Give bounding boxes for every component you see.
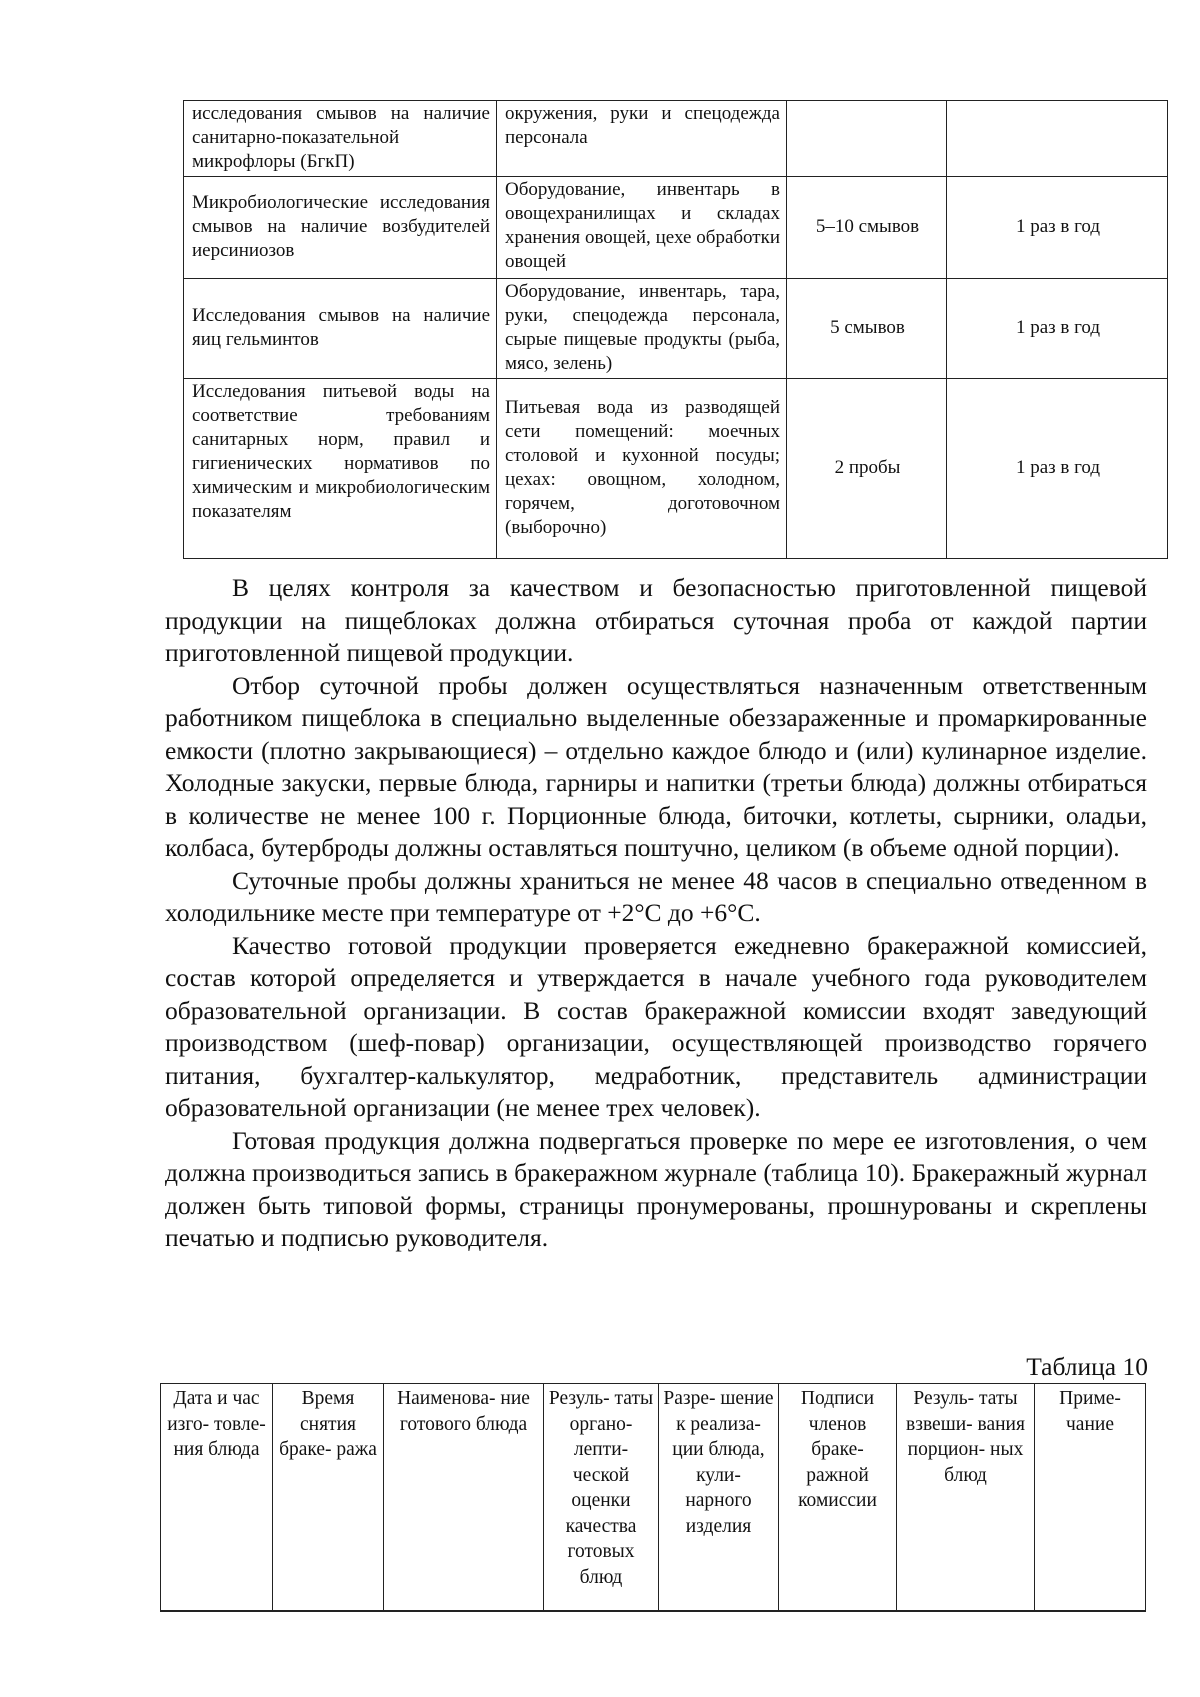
column-header: Наименова- ние готового блюда: [384, 1384, 544, 1612]
column-header: Резуль- таты органо- лепти- ческой оценки качества готовых блюд: [544, 1384, 659, 1612]
column-header: Приме- чание: [1035, 1384, 1146, 1612]
objects-cell: окружения, руки и спецодежда персонала: [497, 101, 787, 177]
objects-cell: Питьевая вода из разводящей сети помещений: моечных столовой и кухонной посуды; цехах: овощном, холодном, горячем, доготовочном (выборочно): [497, 379, 787, 559]
rejection-journal-table: [160, 1383, 1146, 1612]
test-cell: Микробиологические исследования смывов на наличие возбудителей иерсиниозов: [184, 177, 497, 279]
quantity-cell: 5 смывов: [787, 279, 947, 379]
table-row: [184, 177, 1168, 279]
table-row: [184, 101, 1168, 177]
quantity-cell: 2 пробы: [787, 379, 947, 559]
column-header: Резуль- таты взвеши- вания порцион- ных блюд: [897, 1384, 1035, 1612]
frequency-cell: 1 раз в год: [947, 177, 1168, 279]
paragraph: В целях контроля за качеством и безопасностью приготовленной пищевой продукции на пищеблоках должна отбираться суточная проба от каждой партии приготовленной пищевой продукции.: [165, 573, 1147, 667]
paragraph: Суточные пробы должны храниться не менее 48 часов в специально отведенном в холодильнике месте при температуре от +2°С до +6°С.: [165, 865, 1147, 927]
column-header: Время снятия браке- ража: [273, 1384, 384, 1612]
objects-cell: Оборудование, инвентарь в овощехранилищах и складах хранения овощей, цехе обработки овощей: [497, 177, 787, 279]
paragraph: Качество готовой продукции проверяется ежедневно бракеражной комиссией, состав которой определяется и утверждается в начале учебного года руководителем образовательной организации. В состав бракеражной комиссии входят заведующий производством (шеф-повар) организации, осуществляющей производство горячего питания, бухгалтер-калькулятор, медработник, представитель администрации образовательной организации (не менее трех человек).: [165, 930, 1147, 1122]
body-text: [165, 572, 1147, 1255]
column-header: Подписи членов браке- ражной комиссии: [779, 1384, 897, 1612]
test-cell: Исследования питьевой воды на соответствие требованиям санитарных норм, правил и гигиенических нормативов по химическим и микробиологическим показателям: [184, 379, 497, 559]
frequency-cell: 1 раз в год: [947, 379, 1168, 559]
header-row: [161, 1384, 1146, 1612]
quantity-cell: 5–10 смывов: [787, 177, 947, 279]
paragraph: Готовая продукция должна подвергаться проверке по мере ее изготовления, о чем должна производиться запись в бракеражном журнале (таблица 10). Бракеражный журнал должен быть типовой формы, страницы пронумерованы, прошнурованы и скреплены печатью и подписью руководителя.: [165, 1125, 1147, 1252]
frequency-cell: [947, 101, 1168, 177]
column-header: Дата и час изго- товле- ния блюда: [161, 1384, 273, 1612]
table-caption: Таблица 10: [1026, 1352, 1148, 1381]
frequency-cell: 1 раз в год: [947, 279, 1168, 379]
quantity-cell: [787, 101, 947, 177]
test-cell: Исследования смывов на наличие яиц гельминтов: [184, 279, 497, 379]
table-row: [184, 379, 1168, 559]
objects-cell: Оборудование, инвентарь, тара, руки, спецодежда персонала, сырые пищевые продукты (рыба, мясо, зелень): [497, 279, 787, 379]
lab-control-table: [183, 100, 1168, 559]
column-header: Разре- шение к реализа- ции блюда, кули- нарного изделия: [659, 1384, 779, 1612]
paragraph: Отбор суточной пробы должен осуществляться назначенным ответственным работником пищеблока в специально выделенные обеззараженные и промаркированные емкости (плотно закрывающиеся) – отдельно каждое блюдо и (или) кулинарное изделие. Холодные закуски, первые блюда, гарниры и напитки (третьи блюда) должны отбираться в количестве не менее 100 г. Порционные блюда, биточки, котлеты, сырники, оладьи, колбаса, бутерброды должны оставляться поштучно, целиком (в объеме одной порции).: [165, 670, 1147, 862]
test-cell: исследования смывов на наличие санитарно-показательной микрофлоры (БгкП): [184, 101, 497, 177]
table-row: [184, 279, 1168, 379]
